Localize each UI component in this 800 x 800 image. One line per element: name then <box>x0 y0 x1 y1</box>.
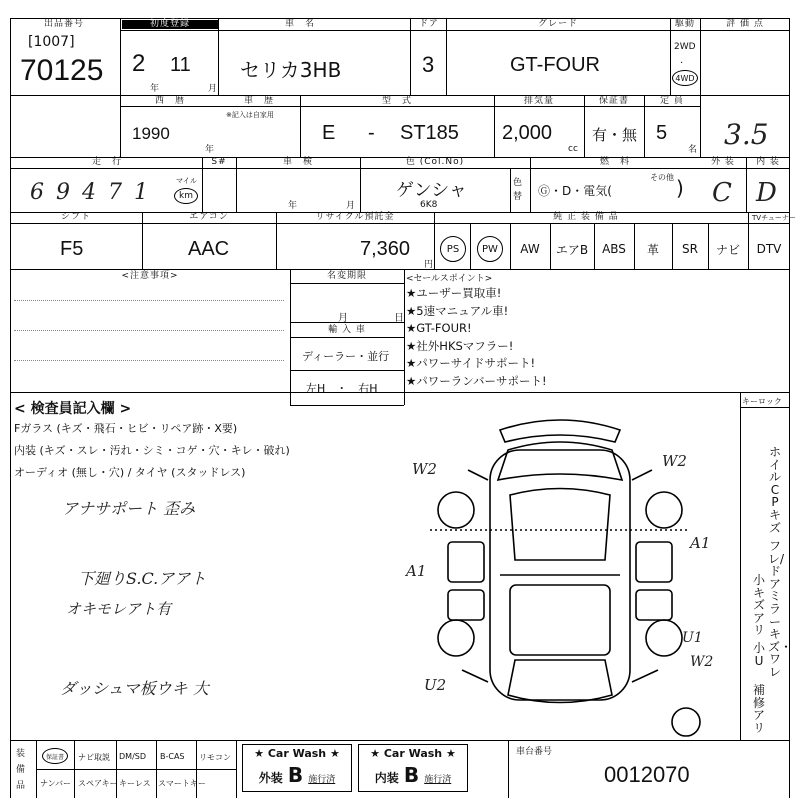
displacement-label: 排気量 <box>523 96 554 106</box>
frame-line <box>10 392 790 393</box>
interior: D <box>756 178 777 208</box>
lot-sub: [1007] <box>28 34 75 50</box>
frame-line <box>446 18 447 95</box>
equip-ps-label: PS <box>446 243 460 255</box>
frame-line <box>290 370 404 371</box>
footer-item: スマートキー <box>158 779 206 788</box>
fuel-other: その他 <box>650 173 674 182</box>
cc-unit: cc <box>568 144 578 154</box>
carwash-done: 施行済 <box>424 775 452 785</box>
color-label: 色 (Col.No) <box>405 157 465 167</box>
exterior: C <box>712 178 732 208</box>
frame-line <box>202 157 203 212</box>
type-label: 型 式 <box>381 96 412 106</box>
frame-line <box>470 223 471 269</box>
glass-line: Fガラス (キズ・飛石・ヒビ・リペア跡・X要) <box>14 422 238 435</box>
capacity-label: 定 員 <box>660 96 684 106</box>
fuel-close: ) <box>676 176 684 200</box>
mileage: 69471 <box>30 180 160 205</box>
equip-aw: AW <box>520 242 540 256</box>
dealer-label: ディーラー・並行 <box>302 350 390 363</box>
history-label: 車 歴 <box>243 96 274 106</box>
frame-line <box>510 223 511 269</box>
km-circle <box>174 188 198 204</box>
interior-line: 内装 (キズ・スレ・汚れ・シミ・コゲ・穴・キレ・破れ) <box>14 444 290 457</box>
color: ゲンシャ <box>396 180 467 201</box>
ac-label: エアコン <box>189 212 229 222</box>
frame-line <box>142 212 143 269</box>
frame-line <box>10 18 790 19</box>
inspection-month-unit: 月 <box>346 201 357 211</box>
frame-line <box>10 223 790 224</box>
interior-label: 内 装 <box>756 157 780 167</box>
frame-line <box>530 157 531 212</box>
change-day: 日 <box>394 313 404 324</box>
footer-item: リモコン <box>199 753 231 762</box>
right-note: 小キズアリ <box>752 573 765 638</box>
right-note: ホイルCPキズ <box>768 445 781 535</box>
frame-line <box>708 223 709 269</box>
recycle: 7,360 <box>360 238 411 260</box>
frame-line <box>290 322 404 323</box>
frame-line <box>236 157 237 212</box>
equipment-label: 純 正 装 備 品 <box>553 212 619 222</box>
frame-line <box>120 106 700 107</box>
car-mark: U1 <box>682 630 703 646</box>
frame-line <box>360 157 361 212</box>
capacity: 5 <box>656 122 668 144</box>
footer-item: B-CAS <box>160 752 185 761</box>
footer-item: 保証書 <box>45 753 64 761</box>
frame-line <box>748 212 749 269</box>
equip-ps <box>436 231 470 267</box>
frame-line <box>550 223 551 269</box>
type-code: ST185 <box>400 122 459 144</box>
ac: AAC <box>188 238 230 260</box>
warranty-label: 保証書 <box>598 96 629 106</box>
km-label: km <box>179 191 193 201</box>
door-label: ドア <box>419 19 439 29</box>
frame-line <box>700 18 701 157</box>
equip-navi: ナビ <box>715 242 740 257</box>
carwash-exterior <box>242 744 352 792</box>
frame-line <box>789 18 790 798</box>
frame-label: 車台番号 <box>516 747 553 757</box>
frame-line <box>36 769 236 770</box>
frame-line <box>290 337 404 338</box>
frame-line <box>120 30 790 31</box>
type-prefix: E <box>322 122 336 144</box>
carwash-int: B <box>403 763 420 787</box>
carwash-title: ★ Car Wash ★ <box>370 747 456 760</box>
frame-line <box>276 212 277 269</box>
frame-line <box>236 740 237 798</box>
frame-line <box>672 223 673 269</box>
drive-2wd: 2WD <box>674 42 696 52</box>
year: 1990 <box>132 124 170 143</box>
frame-line <box>290 405 404 406</box>
inspection-label: 車 検 <box>282 157 313 167</box>
frame-line <box>410 18 411 95</box>
frame-line <box>120 18 121 157</box>
dotted-line <box>14 300 284 301</box>
drive-dot: · <box>680 58 684 69</box>
car-mark: W2 <box>690 654 714 670</box>
selling-point: ★社外HKSマフラー! <box>406 338 514 353</box>
frame-number: 0012070 <box>604 762 690 787</box>
frame-line <box>670 18 671 95</box>
frame-line <box>434 212 435 269</box>
frame-line <box>740 407 790 408</box>
selling-point: ★ユーザー買取車! <box>406 286 502 300</box>
audio-line: オーディオ (無し・穴) / タイヤ (スタッドレス) <box>14 466 246 479</box>
year-unit-2: 年 <box>205 145 216 155</box>
equip-ps-circle <box>440 236 466 262</box>
carwash-interior <box>358 744 468 792</box>
equip-label: 装備品 <box>16 749 26 791</box>
displacement: 2,000 <box>502 122 553 144</box>
doors: 3 <box>422 52 435 77</box>
drive-4wd-circle <box>672 70 698 86</box>
inspection-year-unit: 年 <box>288 201 299 211</box>
dotted-line <box>14 360 284 361</box>
right-note: フレ/ドアミラーキズ・ワレ <box>768 539 793 679</box>
equip-airbag: エアB <box>555 242 589 257</box>
capacity-unit: 名 <box>688 145 699 155</box>
carwash-int-label: 内装 <box>374 771 399 785</box>
frame-line <box>740 392 741 740</box>
selling-point: ★パワーランバーサポート! <box>406 373 547 388</box>
frame-line <box>290 283 404 284</box>
equip-abs: ABS <box>602 242 626 256</box>
hand-note: 下廻りS.C.アアト <box>78 569 207 588</box>
equip-leather: 革 <box>646 242 659 257</box>
frame-line <box>10 740 790 741</box>
frame-line <box>746 157 747 212</box>
carwash-done: 施行済 <box>308 775 336 785</box>
carwash-ext: B <box>287 763 304 787</box>
drive-label: 駆動 <box>674 19 695 29</box>
score: 3.5 <box>724 118 769 151</box>
selling-point: ★GT-FOUR! <box>406 321 472 335</box>
car-mark: W2 <box>662 452 687 470</box>
lot-label: 出品番号 <box>43 19 84 29</box>
car-name: セリカ3HB <box>240 58 342 82</box>
frame-line <box>508 740 509 798</box>
right-note: 補修アリ <box>752 683 765 735</box>
frame-line <box>156 740 157 798</box>
footer-item: ナビ取説 <box>78 753 110 762</box>
s-label: S# <box>211 157 227 167</box>
color-change-label: 色替 <box>513 178 523 202</box>
warranty: 有・無 <box>592 126 638 144</box>
selling-point: ★パワーサイドサポート! <box>406 356 536 370</box>
frame-line <box>594 223 595 269</box>
carwash-ext-row <box>243 763 351 787</box>
carwash-title: ★ Car Wash ★ <box>254 747 340 760</box>
equip-pw <box>472 231 508 267</box>
selling-point: ★5速マニュアル車! <box>406 303 509 318</box>
exterior-label: 外 装 <box>711 157 735 167</box>
selling-points <box>406 285 547 390</box>
reg-month: 11 <box>170 54 191 76</box>
hand-note: アナサポート 歪み <box>62 499 196 518</box>
selling-label: <セールスポイント> <box>406 274 493 284</box>
frame-line <box>10 168 790 169</box>
frame-line <box>74 740 75 798</box>
lot-number: 70125 <box>20 54 104 87</box>
frame-line <box>10 18 11 798</box>
change-label: 名変期限 <box>326 271 367 281</box>
drive-4wd: 4WD <box>675 73 695 83</box>
footer-item: ナンバー <box>40 779 72 788</box>
keyless-label: キーロック <box>742 397 782 406</box>
history-note: ※記入は自家用 <box>226 111 274 119</box>
frame-line <box>218 18 219 95</box>
equip-pw-label: PW <box>482 243 498 255</box>
month-unit: 月 <box>208 84 219 94</box>
recycle-label: リサイクル預託金 <box>315 212 395 222</box>
import-label: 輸 入 車 <box>328 325 366 335</box>
equip-dtv: DTV <box>756 242 782 256</box>
footer-item: スペアキー <box>78 779 118 788</box>
caution-label: <注意事項> <box>121 271 179 281</box>
handle: 左H ・ 右H <box>306 382 378 395</box>
hand-note: オキモレアト有 <box>66 600 172 618</box>
frame-line <box>300 95 301 157</box>
frame-line <box>116 740 117 798</box>
fuel-label: 燃 料 <box>599 157 630 167</box>
mileage-label: 走 行 <box>91 157 122 167</box>
car-mark: W2 <box>412 460 437 478</box>
type-dash: - <box>368 122 375 144</box>
frame-line <box>494 95 495 157</box>
dotted-line <box>14 330 284 331</box>
grade: GT-FOUR <box>510 54 600 76</box>
mile-label: マイル <box>176 177 197 185</box>
reg-label: 初度登録 <box>122 20 218 29</box>
hand-note: ダッシュマ板ウキ 大 <box>60 679 209 698</box>
frame-line <box>510 168 511 212</box>
reg-year: 2 <box>132 50 146 77</box>
footer-item: DM/SD <box>119 752 146 761</box>
color-code: 6K8 <box>420 200 438 210</box>
name-label: 車 名 <box>284 19 315 29</box>
shift-label: シフト <box>60 212 91 222</box>
footer-item-circle <box>42 748 68 764</box>
year-unit: 年 <box>150 84 161 94</box>
car-mark: A1 <box>406 562 427 580</box>
frame-line <box>196 740 197 798</box>
change-month: 月 <box>338 313 348 324</box>
carwash-int-row <box>359 763 467 787</box>
inspector-title: < 検査員記入欄 > <box>14 401 132 417</box>
shift: F5 <box>60 238 84 260</box>
score-label: 評 価 点 <box>726 19 764 29</box>
frame-line <box>10 269 790 270</box>
frame-line <box>644 95 645 157</box>
carwash-ext-label: 外装 <box>258 771 283 785</box>
tuner-label: TVチューナー <box>752 214 796 222</box>
car-diagram <box>400 410 740 740</box>
equip-pw-circle <box>477 236 503 262</box>
yen: 円 <box>424 260 434 270</box>
equip-sr: SR <box>682 242 698 256</box>
car-mark: U2 <box>424 676 447 694</box>
frame-line <box>634 223 635 269</box>
frame-line <box>404 269 405 405</box>
fuel-options: Ⓖ・D・電気( <box>538 184 612 198</box>
right-note: 小U <box>752 641 765 668</box>
car-mark: A1 <box>690 534 711 552</box>
frame-line <box>584 95 585 157</box>
footer-item: キーレス <box>119 779 151 788</box>
western-label: 西 暦 <box>154 96 185 106</box>
grade-label: グレード <box>537 19 578 29</box>
